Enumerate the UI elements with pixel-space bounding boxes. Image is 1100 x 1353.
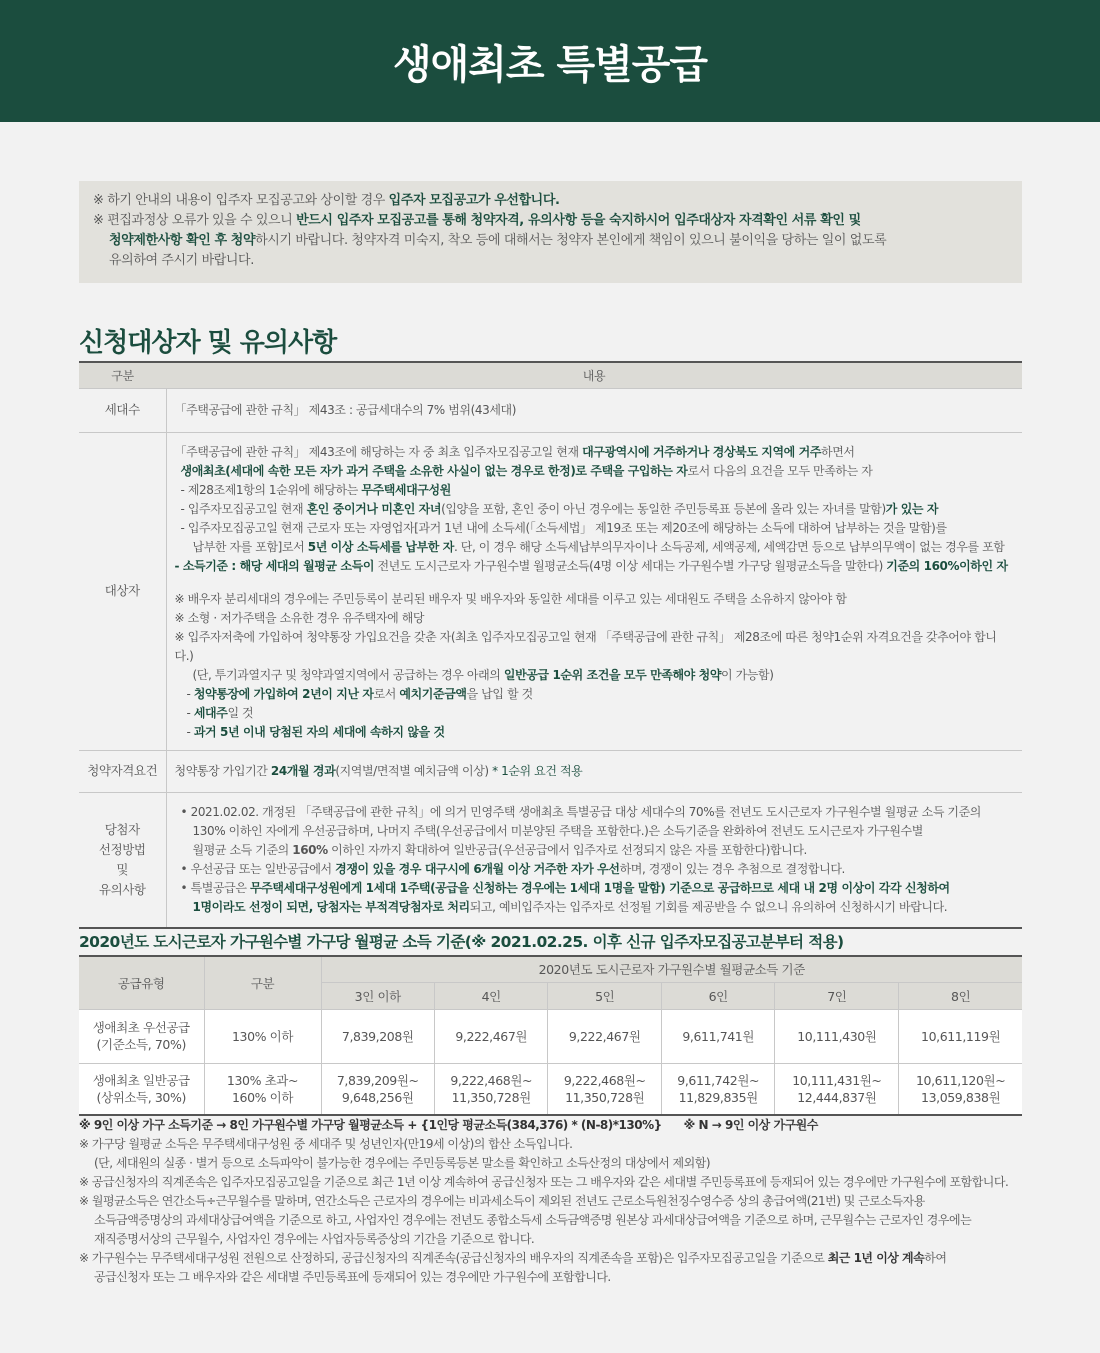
row-label: 세대수 [79,388,166,432]
column-header: 구분 [204,956,321,1009]
footnote: ※ 공급신청자의 직계존속은 입주자모집공고일을 기준으로 최근 1년 이상 계속하여 공급신청자 또는 그 배우자와 같은 세대별 주민등록표에 등재되어 있는 경우에만 가구원수에 포함합니다. [79,1175,1009,1189]
notice-line [93,191,1008,211]
row-content [166,792,1022,928]
content-line [175,538,1015,557]
range-from: 9,611,742원~ [677,1072,760,1088]
income-table-title: 2020년도 도시근로자 가구원수별 가구당 월평균 소득 기준(※ 2021.02.25. 이후 신규 입주자모집공고분부터 적용) [79,933,844,951]
table-cell [434,1063,547,1115]
notice-emphasis: 반드시 입주자 모집공고를 통해 청약자격, 유의사항 등을 숙지하시어 입주대상자 자격확인 서류 확인 및 [296,213,861,228]
text: 이 가능함) [721,667,774,682]
text: 전년도 도시근로자 가구원수별 월평균소득(4명 이상 세대는 가구원수별 가구당 월평균소득을 말한다) [374,558,887,573]
content-line [175,860,1015,879]
column-header: 구분 [79,362,166,388]
range-from: 10,611,120원~ [915,1072,1006,1088]
emphasis: 예치기준금액 [399,686,467,701]
emphasis: 대구광역시에 거주하거나 경상북도 지역에 거주 [582,444,822,459]
content-line [175,723,1015,742]
emphasis: 혼인 중이거나 미혼인 자녀 [306,501,442,516]
column-header: 8인 [899,982,1022,1009]
table-cell: 9,222,467원 [548,1009,661,1063]
text: 되고, 예비입주자는 입주자로 선정될 기회를 제공받을 수 없으니 유의하여 신청하시기 바랍니다. [469,899,948,914]
text: - [186,705,194,720]
range-to: 9,648,256원 [341,1089,414,1105]
content-line [175,443,1015,462]
text: 을 납입 할 것 [466,686,533,701]
footnote: (단, 세대원의 실종 · 별거 등으로 소득파악이 불가능한 경우에는 주민등록등본 말소를 확인하고 소득산정의 대상에서 제외함) [94,1156,710,1170]
row-label [79,1063,204,1115]
emphasis: 무주택세대구성원 [361,482,451,497]
table-cell [775,1063,899,1115]
content-line [175,462,1015,481]
text: . 단, 이 경우 해당 소득세납부의무자이나 소득공제, 세액공제, 세액감면 등으로 납부의무액이 없는 경우를 포함 [453,539,1005,554]
table-cell: 7,839,208원 [321,1009,434,1063]
content-line [175,666,1015,685]
range-to: 13,059,838원 [921,1089,1001,1105]
page-title: 생애최초 특별공급 [392,41,708,88]
footnote-text: ※ 가구원수는 무주택세대구성원 전원으로 산정하되, 공급신청자의 직계존속(공급신청자의 배우자의 직계존속을 포함)은 입주자모집공고일을 기준으로 [79,1251,828,1265]
text: (지역별/면적별 예치금액 이상) [335,763,493,778]
text: 로서 다음의 요건을 모두 만족하는 자 [687,463,873,478]
emphasis: 세대주 [193,705,228,720]
column-header: 내용 [166,362,1022,388]
column-header: 7인 [775,982,899,1009]
content-line [175,841,1015,860]
column-header: 4인 [434,982,547,1009]
footnote: 공급신청자 또는 그 배우자와 같은 세대별 주민등록표에 등재되어 있는 경우에만 가구원수에 포함합니다. [94,1270,611,1284]
range-from: 7,839,209원~ [336,1072,419,1088]
notice-text: 하시기 바랍니다. 청약자격 미숙지, 착오 등에 대해서는 청약자 본인에게 책임이 있으니 불이익을 당하는 일이 없도록 [255,233,887,248]
notice-box [79,181,1022,283]
content-line: • 2021.02.02. 개정된 「주택공급에 관한 규칙」에 의거 민영주택 생애최초 특별공급 대상 세대수의 70%를 전년도 도시근로자 가구원수별 월평균 소득 기준의 [180,804,981,819]
label-line: 선정방법 [98,841,146,857]
income-table [79,955,1022,1116]
row-content [166,750,1022,792]
emphasis: - 소득기준 : 해당 세대의 월평균 소득이 [174,558,375,573]
label-line: 130% 초과~ [226,1072,299,1088]
content-line: ※ 입주자저축에 가입하여 청약통장 가입요건을 갖춘 자(최초 입주자모집공고일 현재 「주택공급에 관한 규칙」 제28조에 따른 청약1순위 자격요건을 갖추어야 합니다.) [174,629,997,663]
label-line: (기준소득, 70%) [96,1037,186,1052]
text: • 특별공급은 [180,880,250,895]
text: • 우선공급 또는 일반공급에서 [180,861,336,876]
table-cell [899,1063,1022,1115]
table-row [79,1009,1022,1063]
column-header: 6인 [661,982,774,1009]
table-cell [548,1063,661,1115]
notice-emphasis: 청약제한사항 확인 후 청약 [109,233,256,248]
notice-line: 유의하여 주시기 바랍니다. [109,253,254,268]
emphasis: 24개월 경과 [270,763,336,778]
table-cell: 10,111,430원 [775,1009,899,1063]
text: 이하인 자까지 확대하여 일반공급(우선공급에서 입주자로 선정되지 않은 자를 포함한다)합니다. [327,842,807,857]
footnotes [79,1116,1039,1287]
emphasis: 경쟁이 있을 경우 대구시에 6개월 이상 거주한 자가 우선 [335,861,620,876]
range-to: 11,350,728원 [565,1089,645,1105]
notice-emphasis: 입주자 모집공고가 우선합니다. [388,193,560,208]
label-line: 유의사항 [98,881,146,897]
emphasis: 청약통장에 가입하여 2년이 지난 자 [193,686,374,701]
table-cell [321,1063,434,1115]
row-content [166,432,1022,750]
footnote: ※ 월평균소득은 연간소득÷근무월수를 말하며, 연간소득은 근로자의 경우에는 비과세소득이 제외된 전년도 근로소득원천징수영수증 상의 총급여액(21번) 및 근로소득자용 [79,1194,925,1208]
text: - [186,724,194,739]
column-header: 공급유형 [79,956,204,1009]
footnote-text: 하여 [924,1251,947,1265]
row-category [204,1063,321,1115]
label-line: 당첨자 [104,821,140,837]
text: 일 것 [227,705,254,720]
range-from: 9,222,468원~ [450,1072,533,1088]
eligibility-table [79,361,1022,929]
text: 하면서 [821,444,855,459]
text: 납부한 자를 포함]로서 [192,539,308,554]
content-line [175,704,1015,723]
notice-line [93,231,1008,251]
text: - 제28조제1항의 1순위에 해당하는 [180,482,362,497]
range-from: 10,111,431원~ [792,1072,882,1088]
table-row [79,388,1022,432]
table-row [79,792,1022,928]
table-cell [661,1063,774,1115]
row-label [79,1009,204,1063]
footnote-emphasis: ※ N → 9인 이상 가구원수 [683,1118,818,1132]
table-header-row [79,956,1022,982]
emphasis: 생애최초(세대에 속한 모든 자가 과거 주택을 소유한 사실이 없는 경우로 한정)로 주택을 구입하는 자 [180,463,688,478]
content-line: - 입주자모집공고일 현재 근로자 또는 자영업자[과거 1년 내에 소득세(「소득세법」 제19조 또는 제20조에 해당하는 소득에 대하여 납부하는 것을 말함)를 [180,520,947,535]
range-to: 11,829,835원 [678,1089,758,1105]
footnote: 재직증명서상의 근무월수, 사업자인 경우에는 사업자등록증상의 기간을 기준으로 합니다. [94,1232,535,1246]
text: - 입주자모집공고일 현재 [180,501,307,516]
label-line: 생애최초 일반공급 [92,1072,190,1088]
row-category: 130% 이하 [204,1009,321,1063]
notice-text: ※ 하기 안내의 내용이 입주자 모집공고와 상이할 경우 [93,193,389,208]
text: 청약통장 가입기간 [174,763,271,778]
emphasis: 과거 5년 이내 당첨된 자의 세대에 속하지 않을 것 [193,724,445,739]
emphasis: 160% [292,842,328,857]
emphasis: 일반공급 1순위 조건을 모두 만족해야 청약 [503,667,722,682]
content-line [175,500,1015,519]
row-label [79,792,166,928]
label-line: (상위소득, 30%) [96,1089,186,1105]
text: (입양을 포함, 혼인 중이 아닌 경우에는 동일한 주민등록표 등본에 올라 있는 자녀를 말함) [441,501,886,516]
footnote-emphasis: 최근 1년 이상 계속 [827,1251,925,1265]
row-label: 청약자격요건 [79,750,166,792]
emphasis: 무주택세대구성원에게 1세대 1주택(공급을 신청하는 경우에는 1세대 1명을 말함) 기준으로 공급하므로 세대 내 2명 이상이 각각 신청하여 [249,880,950,895]
footnote [79,1116,1039,1135]
column-header: 3인 이하 [321,982,434,1009]
footnote [79,1249,1039,1268]
footnote-emphasis: ※ 9인 이상 가구 소득기준 → 8인 가구원수별 가구당 월평균소득 + {1인당 평균소득(384,376) * (N-8)*130%} [79,1118,662,1132]
range-to: 11,350,728원 [451,1089,531,1105]
table-cell: 9,611,741원 [661,1009,774,1063]
page-header [0,0,1100,122]
table-row [79,432,1022,750]
label-line: 및 [116,861,129,877]
column-header: 5인 [548,982,661,1009]
range-from: 9,222,468원~ [563,1072,646,1088]
section-title: 신청대상자 및 유의사항 [79,328,337,358]
footnote: ※ 가구당 월평균 소득은 무주택세대구성원 중 세대주 및 성년인자(만19세 이상)의 합산 소득입니다. [79,1137,573,1151]
notice-text: ※ 편집과정상 오류가 있을 수 있으니 [93,213,297,228]
spacer [175,576,1015,590]
emphasis: 5년 이상 소득세를 납부한 자 [307,539,454,554]
note-text: * 1순위 요건 적용 [492,763,583,778]
content-line: ※ 배우자 분리세대의 경우에는 주민등록이 분리된 배우자 및 배우자와 동일한 세대를 이루고 있는 세대원도 주택을 소유하지 않아야 함 [174,591,847,606]
emphasis: 기준의 160%이하인 자 [886,558,1008,573]
emphasis: 가 있는 자 [885,501,939,516]
text: (단, 투기과열지구 및 청약과열지역에서 공급하는 경우 아래의 [192,667,504,682]
label-line: 생애최초 우선공급 [92,1020,190,1035]
table-cell: 10,611,119원 [899,1009,1022,1063]
table-row [79,750,1022,792]
table-cell: 9,222,467원 [434,1009,547,1063]
content-line [175,557,1015,576]
text: 「주택공급에 관한 규칙」 제43조에 해당하는 자 중 최초 입주자모집공고일 현재 [174,444,583,459]
content-line [175,685,1015,704]
table-header-row [79,362,1022,388]
text: 로서 [373,686,400,701]
footnote: 소득금액증명상의 과세대상급여액을 기준으로 하고, 사업자인 경우에는 전년도 종합소득세 소득금액증명 원본상 과세대상급여액을 기준으로 하며, 근무월수는 근로자인 경우에는 [94,1213,972,1227]
column-group-header: 2020년도 도시근로자 가구원수별 월평균소득 기준 [321,956,1022,982]
text: 하며, 경쟁이 있는 경우 추첨으로 결정합니다. [619,861,845,876]
text: - [186,686,194,701]
row-label: 대상자 [79,432,166,750]
text: 월평균 소득 기준의 [192,842,293,857]
content-line [175,879,1015,898]
range-to: 12,444,837원 [797,1089,877,1105]
content-line: ※ 소형 · 저가주택을 소유한 경우 유주택자에 해당 [174,610,425,625]
emphasis: 1명이라도 선정이 되면, 당첨자는 부적격당첨자로 처리 [192,899,470,914]
content-line [175,481,1015,500]
row-content: 「주택공급에 관한 규칙」 제43조 : 공급세대수의 7% 범위(43세대) [166,388,1022,432]
content-line: 130% 이하인 자에게 우선공급하며, 나머지 주택(우선공급에서 미분양된 주택을 포함한다.)은 소득기준을 완화하여 전년도 도시근로자 가구원수별 [192,823,923,838]
content-line [175,898,1015,917]
notice-line [93,211,1008,231]
label-line: 160% 이하 [231,1089,294,1105]
table-row [79,1063,1022,1115]
